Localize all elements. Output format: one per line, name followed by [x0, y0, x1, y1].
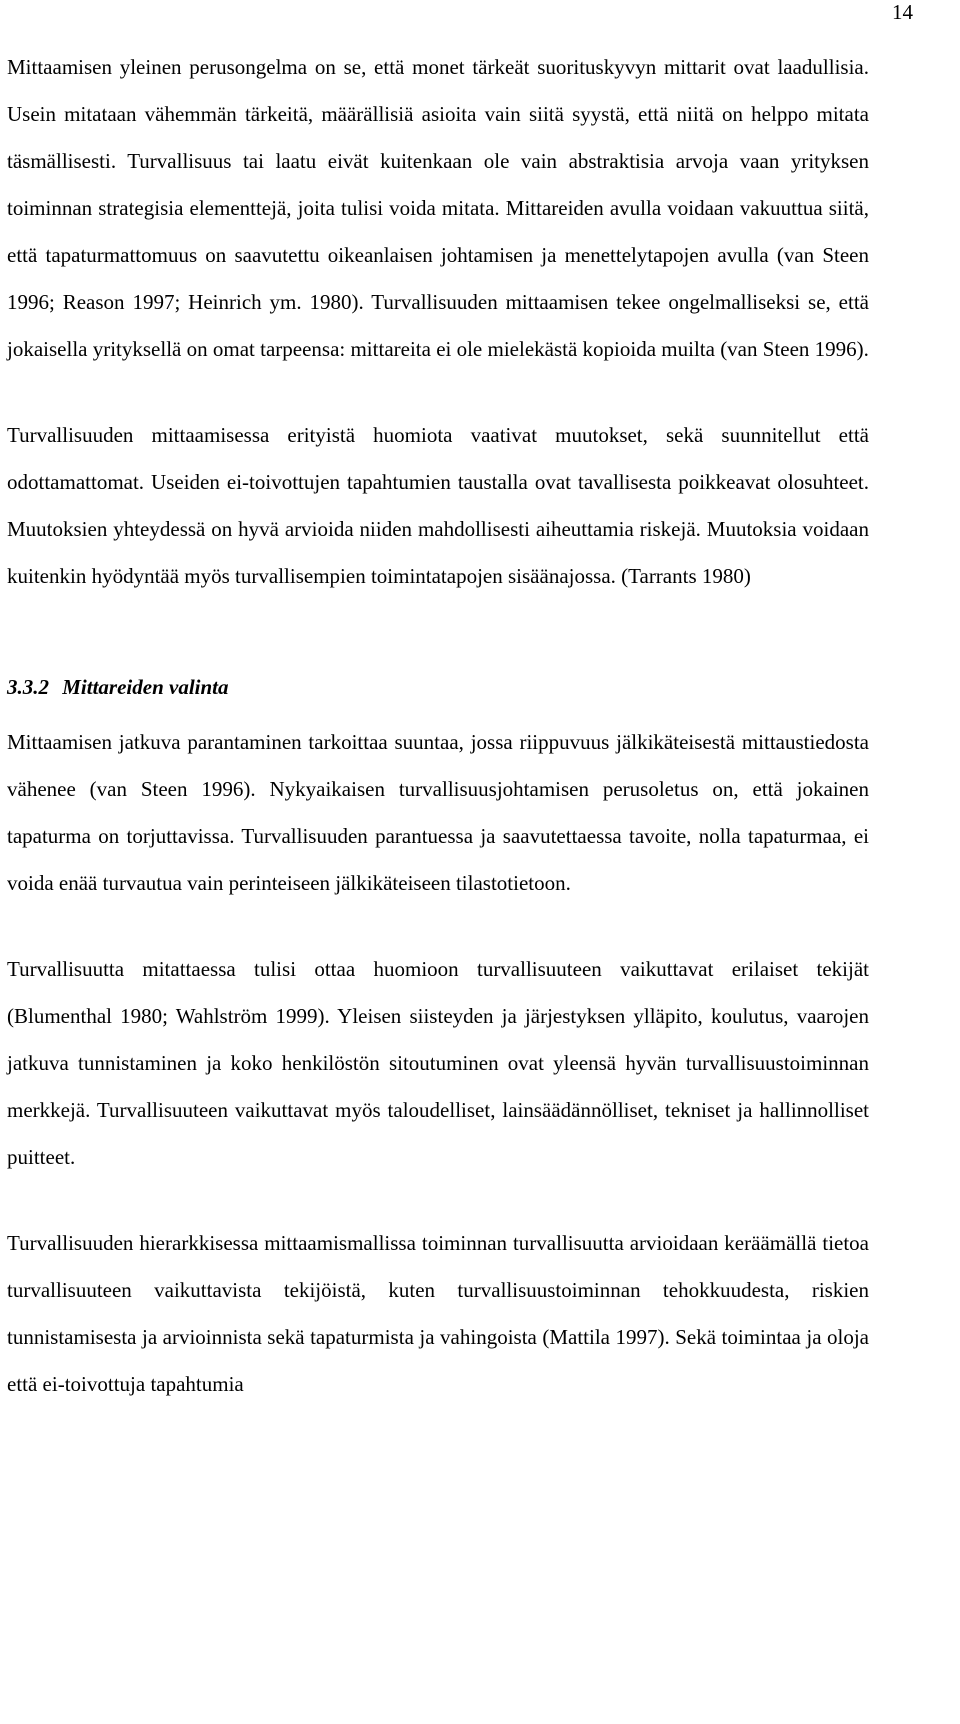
- page-number: 14: [892, 0, 913, 24]
- section-heading: [7, 664, 869, 711]
- section-title: Mittareiden valinta: [62, 675, 229, 699]
- paragraph-measurement-problem: Mittaamisen yleinen perusongelma on se, että monet tärkeät suorituskyvyn mittarit ovat laadullisia. Usein mitataan vähemmän tärkeitä, määrällisiä asioita vain siitä syystä, että niitä on helppo mitata täsmällisesti. Turvallisuus tai laatu eivät kuitenkaan ole vain abstraktisia arvoja vaan yrityksen toiminnan strategisia elementtejä, joita tulisi voida mitata. Mittareiden avulla voidaan vakuuttua siitä, että tapaturmattomuus on saavutettu oikeanlaisen johtamisen ja menettelytapojen avulla (van Steen 1996; Reason 1997; Heinrich ym. 1980). Turvallisuuden mittaamisen tekee ongelmalliseksi se, että jokaisella yrityksellä on omat tarpeensa: mittareita ei ole mielekästä kopioida muilta (van Steen 1996).: [7, 55, 869, 361]
- document-body: [7, 44, 869, 1408]
- paragraph-changes: Turvallisuuden mittaamisessa erityistä huomiota vaativat muutokset, sekä suunnitellut että odottamattomat. Useiden ei-toivottujen tapahtumien taustalla ovat tavallisesta poikkeavat olosuhteet. Muutoksien yhteydessä on hyvä arvioida niiden mahdollisesti aiheuttamia riskejä. Muutoksia voidaan kuitenkin hyödyntää myös turvallisempien toimintatapojen sisäänajossa. (Tarrants 1980): [7, 423, 869, 588]
- paragraph-factors: Turvallisuutta mitattaessa tulisi ottaa huomioon turvallisuuteen vaikuttavat erilaiset tekijät (Blumenthal 1980; Wahlström 1999). Yleisen siisteyden ja järjestyksen ylläpito, koulutus, vaarojen jatkuva tunnistaminen ja koko henkilöstön sitoutuminen ovat yleensä hyvän turvallisuustoiminnan merkkejä. Turvallisuuteen vaikuttavat myös taloudelliset, lainsäädännölliset, tekniset ja hallinnolliset puitteet.: [7, 957, 869, 1169]
- paragraph-hierarchical-model: Turvallisuuden hierarkkisessa mittaamismallissa toiminnan turvallisuutta arvioidaan keräämällä tietoa turvallisuuteen vaikuttavista tekijöistä, kuten turvallisuustoiminnan tehokkuudesta, riskien tunnistamisesta ja arvioinnista sekä tapaturmista ja vahingoista (Mattila 1997). Sekä toimintaa ja oloja että ei-toivottuja tapahtumia: [7, 1231, 869, 1396]
- section-number: 3.3.2: [7, 675, 49, 699]
- paragraph-continuous-improvement: Mittaamisen jatkuva parantaminen tarkoittaa suuntaa, jossa riippuvuus jälkikäteisestä mittaustiedosta vähenee (van Steen 1996). Nykyaikaisen turvallisuusjohtamisen perusoletus on, että jokainen tapaturma on torjuttavissa. Turvallisuuden parantuessa ja saavutettaessa tavoite, nolla tapaturmaa, ei voida enää turvautua vain perinteiseen jälkikäteiseen tilastotietoon.: [7, 730, 869, 895]
